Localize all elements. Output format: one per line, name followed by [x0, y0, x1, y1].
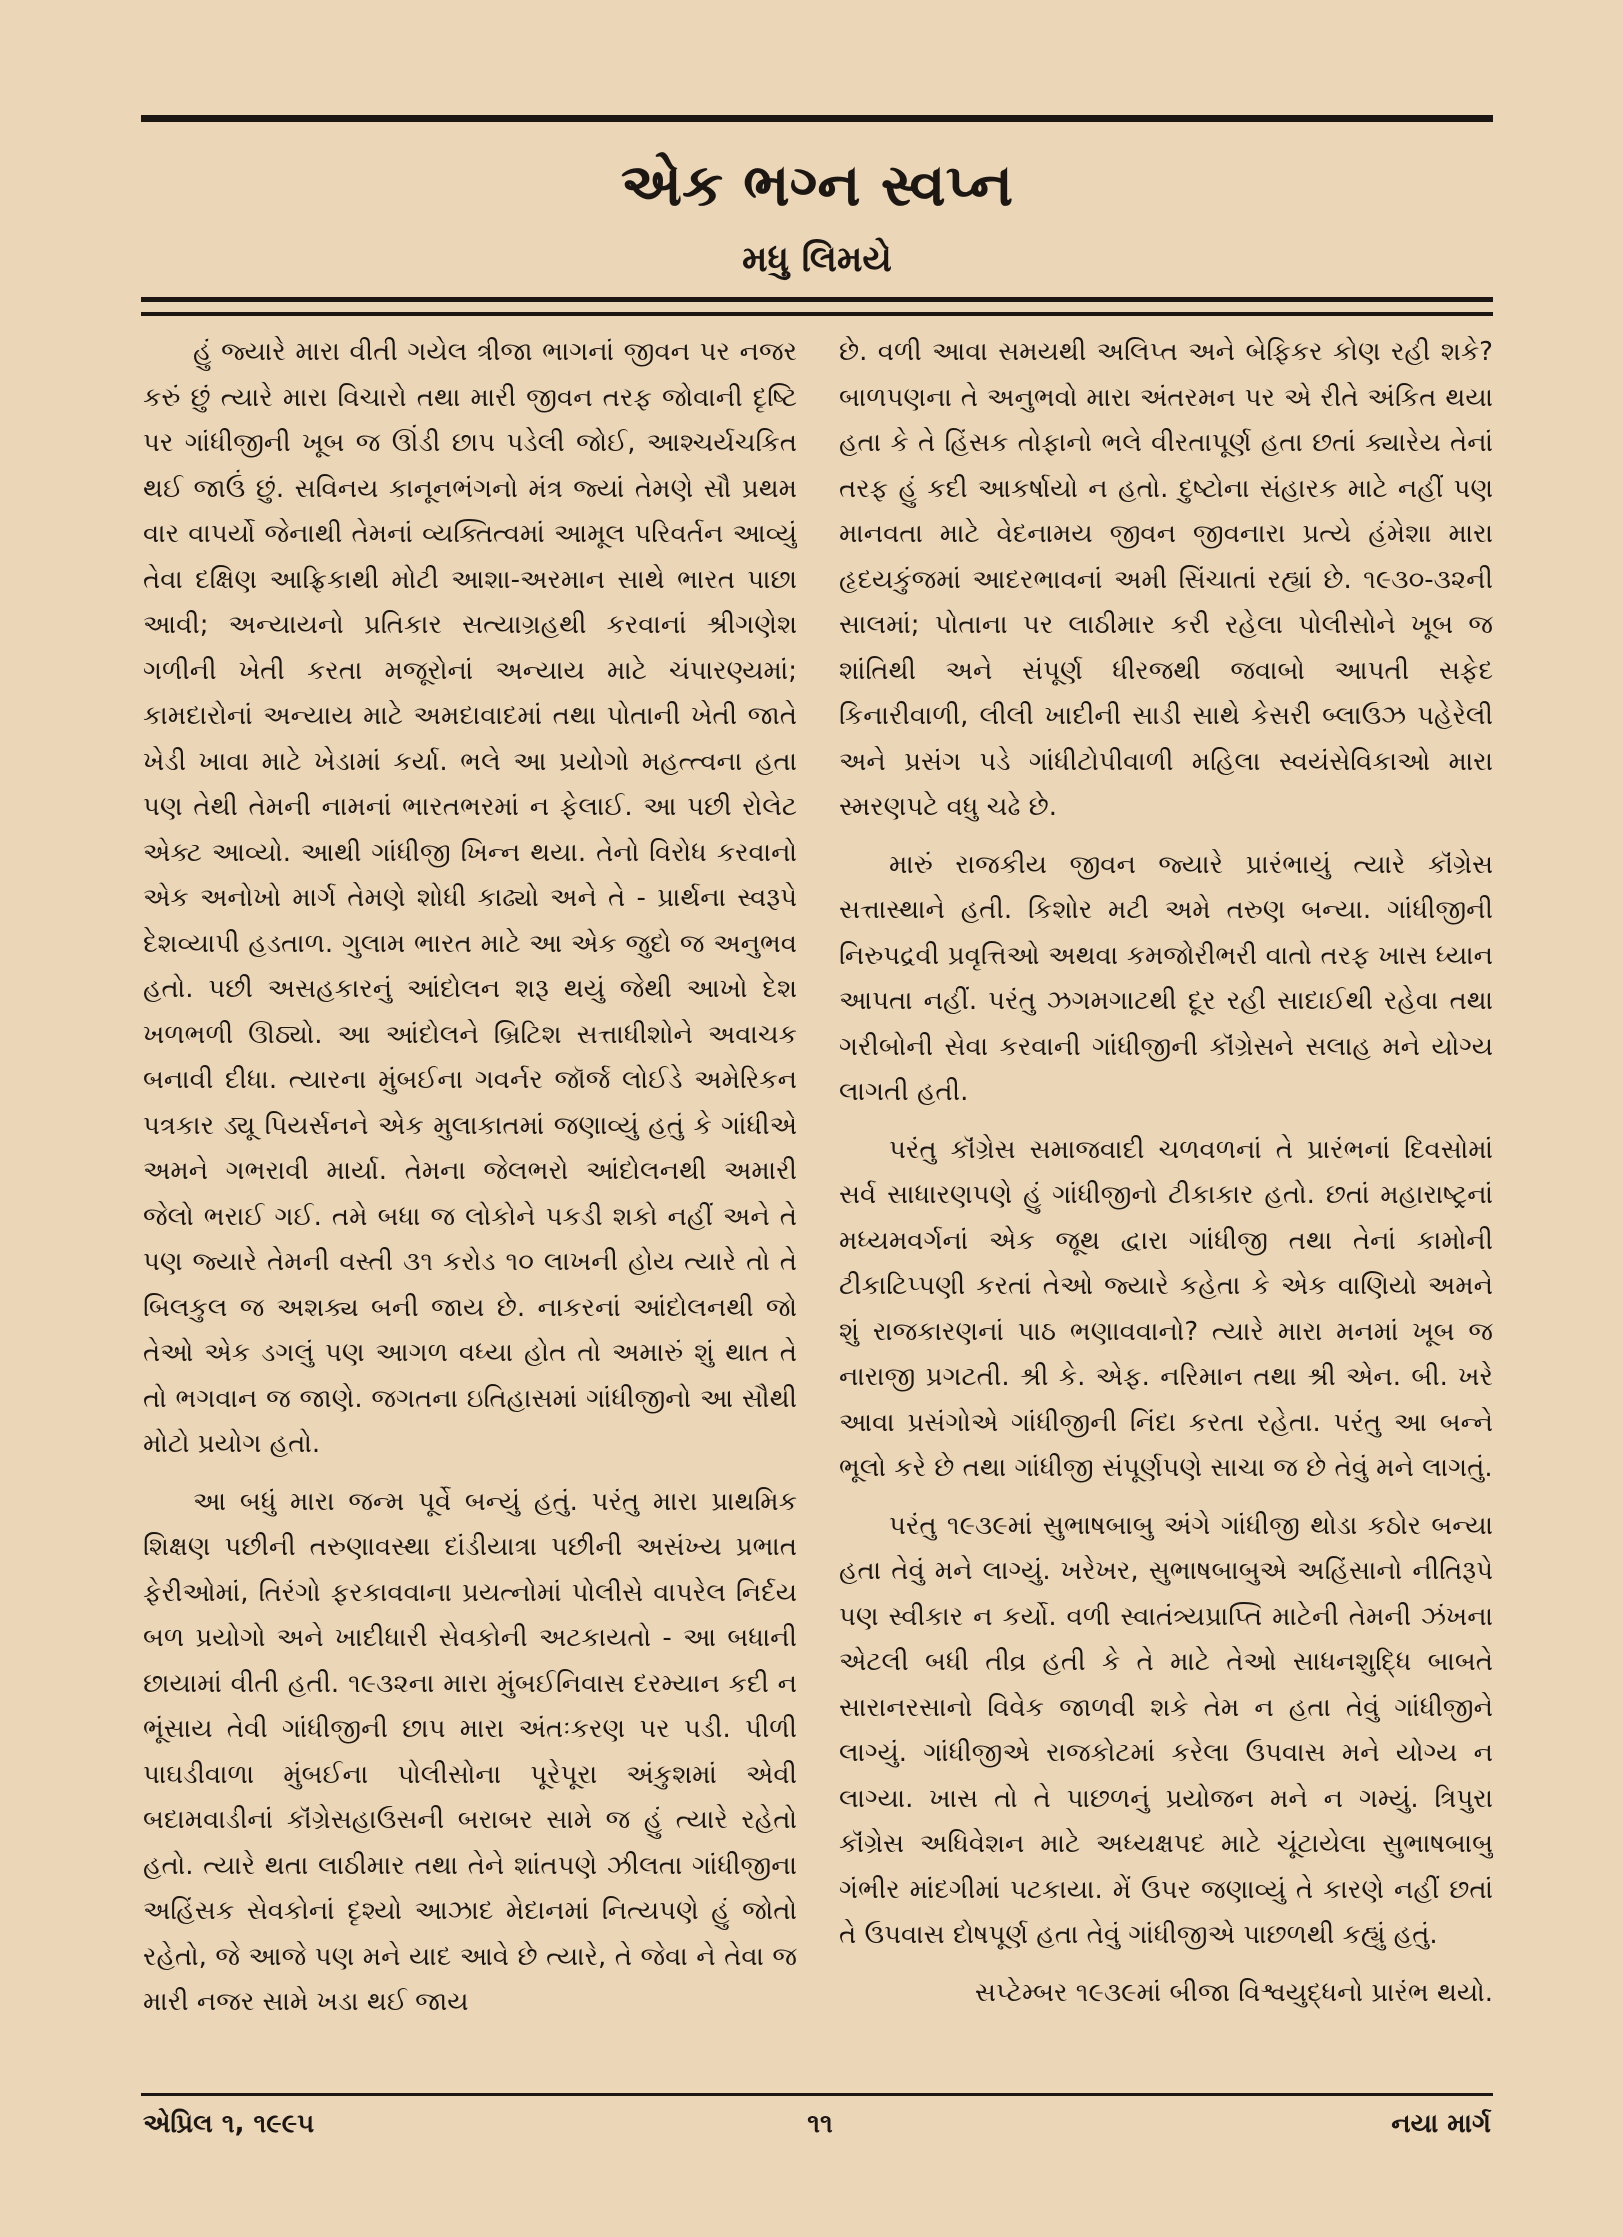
- left-column: [143, 330, 797, 2085]
- page-number: ૧૧: [807, 2109, 833, 2139]
- footer-rule: [141, 2093, 1493, 2096]
- paragraph: આ બધું મારા જન્મ પૂર્વે બન્યું હતું. પરંતુ મારા પ્રાથમિક શિક્ષણ પછીની તરુણાવસ્થા દાંડીયાત્રા પછીની અસંખ્ય પ્રભાત ફેરીઓમાં, તિરંગો ફરકાવવાના પ્રયત્નોમાં પોલીસે વાપરેલ નિર્દય બળ પ્રયોગો અને ખાદીધારી સેવકોની અટકાયતો - આ બધાની છાયામાં વીતી હતી. ૧૯૩૨ના મારા મુંબઈનિવાસ દરમ્યાન કદી ન ભૂંસાય તેવી ગાંધીજીની છાપ મારા અંતઃકરણ પર પડી. પીળી પાઘડીવાળા મુંબઈના પોલીસોના પૂરેપૂરા અંકુશમાં એવી બદામવાડીનાં કૉંગ્રેસહાઉસની બરાબર સામે જ હું ત્યારે રહેતો હતો. ત્યારે થતા લાઠીમાર તથા તેને શાંતપણે ઝીલતા ગાંધીજીના અહિંસક સેવકોનાં દૃશ્યો આઝાદ મેદાનમાં નિત્યપણે હું જોતો રહેતો, જે આજે પણ મને યાદ આવે છે ત્યારે, તે જેવા ને તેવા જ મારી નજર સામે ખડા થઈ જાય: [143, 1486, 797, 2017]
- paragraph: પરંતુ ૧૯૩૯માં સુભાષબાબુ અંગે ગાંધીજી થોડા કઠોર બન્યા હતા તેવું મને લાગ્યું. ખરેખર, સુભાષબાબુએ અહિંસાનો નીતિરૂપે પણ સ્વીકાર ન કર્યો. વળી સ્વાતંત્ર્યપ્રાપ્તિ માટેની તેમની ઝંખના એટલી બધી તીવ્ર હતી કે તે માટે તેઓ સાધનશુદ્ધિ બાબતે સારાનરસાનો વિવેક જાળવી શકે તેમ ન હતા તેવું ગાંધીજીને લાગ્યું. ગાંધીજીએ રાજકોટમાં કરેલા ઉપવાસ મને યોગ્ય ન લાગ્યા. ખાસ તો તે પાછળનું પ્રયોજન મને ન ગમ્યું. ત્રિપુરા કૉંગ્રેસ અધિવેશન માટે અધ્યક્ષપદ માટે ચૂંટાયેલા સુભાષબાબુ ગંભીર માંદગીમાં પટકાયા. મેં ઉપર જણાવ્યું તે કારણે નહીં છતાં તે ઉપવાસ દોષપૂર્ણ હતા તેવું ગાંધીજીએ પાછળથી કહ્યું હતું.: [839, 1510, 1493, 1950]
- footer-date: એપ્રિલ ૧, ૧૯૯૫: [143, 2109, 315, 2139]
- header-rule-upper: [141, 297, 1493, 302]
- paragraph: મારું રાજકીય જીવન જ્યારે પ્રારંભાયું ત્યારે કૉંગ્રેસ સત્તાસ્થાને હતી. કિશોર મટી અમે તરુણ બન્યા. ગાંધીજીની નિરુપદ્રવી પ્રવૃત્તિઓ અથવા કમજોરીભરી વાતો તરફ ખાસ ધ્યાન આપતા નહીં. પરંતુ ઝગમગાટથી દૂર રહી સાદાઈથી રહેવા તથા ગરીબોની સેવા કરવાની ગાંધીજીની કૉંગ્રેસને સલાહ મને યોગ્ય લાગતી હતી.: [839, 849, 1493, 1107]
- top-rule: [141, 115, 1493, 122]
- article-title: એક ભગ્ન સ્વપ્ન: [620, 151, 1014, 219]
- header-rule-lower: [141, 312, 1493, 316]
- paragraph: પરંતુ કૉંગ્રેસ સમાજવાદી ચળવળનાં તે પ્રારંભનાં દિવસોમાં સર્વ સાધારણપણે હું ગાંધીજીનો ટીકાકાર હતો. છતાં મહારાષ્ટ્રનાં મધ્યમવર્ગનાં એક જૂથ દ્વારા ગાંધીજી તથા તેનાં કામોની ટીકાટિપ્પણી કરતાં તેઓ જ્યારે કહેતા કે એક વાણિયો અમને શું રાજકારણનાં પાઠ ભણાવવાનો? ત્યારે મારા મનમાં ખૂબ જ નારાજી પ્રગટતી. શ્રી કે. એફ. નરિમાન તથા શ્રી એન. બી. ખરે આવા પ્રસંગોએ ગાંધીજીની નિંદા કરતા રહેતા. પરંતુ આ બન્ને ભૂલો કરે છે તથા ગાંધીજી સંપૂર્ણપણે સાચા જ છે તેવું મને લાગતું.: [839, 1134, 1493, 1483]
- magazine-name: નયા માર્ગ: [1391, 2109, 1491, 2139]
- right-column: [839, 330, 1493, 2085]
- paragraph: સપ્ટેમ્બર ૧૯૩૯માં બીજા વિશ્વયુદ્ધનો પ્રારંભ થયો.: [974, 1977, 1493, 2008]
- paragraph: હું જ્યારે મારા વીતી ગયેલ ત્રીજા ભાગનાં જીવન પર નજર કરું છું ત્યારે મારા વિચારો તથા મારી જીવન તરફ જોવાની દૃષ્ટિ પર ગાંધીજીની ખૂબ જ ઊંડી છાપ પડેલી જોઈ, આશ્ચર્યચકિત થઈ જાઉં છું. સવિનય કાનૂનભંગનો મંત્ર જ્યાં તેમણે સૌ પ્રથમ વાર વાપર્યો જેનાથી તેમનાં વ્યક્તિત્વમાં આમૂલ પરિવર્તન આવ્યું તેવા દક્ષિણ આફ્રિકાથી મોટી આશા-અરમાન સાથે ભારત પાછા આવી; અન્યાયનો પ્રતિકાર સત્યાગ્રહથી કરવાનાં શ્રીગણેશ ગળીની ખેતી કરતા મજૂરોનાં અન્યાય માટે ચંપારણ્યમાં; કામદારોનાં અન્યાય માટે અમદાવાદમાં તથા પોતાની ખેતી જાતે ખેડી ખાવા માટે ખેડામાં કર્યા. ભલે આ પ્રયોગો મહત્ત્વના હતા પણ તેથી તેમની નામનાં ભારતભરમાં ન ફેલાઈ. આ પછી રોલેટ એક્ટ આવ્યો. આથી ગાંધીજી ખિન્ન થયા. તેનો વિરોધ કરવાનો એક અનોખો માર્ગ તેમણે શોધી કાઢ્યો અને તે - પ્રાર્થના સ્વરૂપે દેશવ્યાપી હડતાળ. ગુલામ ભારત માટે આ એક જુદો જ અનુભવ હતો. પછી અસહકારનું આંદોલન શરૂ થયું જેથી આખો દેશ ખળભળી ઊઠ્યો. આ આંદોલને બ્રિટિશ સત્તાધીશોને અવાચક બનાવી દીધા. ત્યારના મુંબઈના ગવર્નર જૉર્જ લોઈડે અમેરિકન પત્રકાર ડ્યૂ પિયર્સનને એક મુલાકાતમાં જણાવ્યું હતું કે ગાંધીએ અમને ગભરાવી માર્યા. તેમના જેલભરો આંદોલનથી અમારી જેલો ભરાઈ ગઈ. તમે બધા જ લોકોને પકડી શકો નહીં અને તે પણ જ્યારે તેમની વસ્તી ૩૧ કરોડ ૧૦ લાખની હોય ત્યારે તો તે બિલકુલ જ અશક્ય બની જાય છે. નાકરનાં આંદોલનથી જો તેઓ એક ડગલું પણ આગળ વધ્યા હોત તો અમારું શું થાત તે તો ભગવાન જ જાણે. જગતના ઇતિહાસમાં ગાંધીજીનો આ સૌથી મોટો પ્રયોગ હતો.: [143, 337, 797, 1459]
- paragraph: છે. વળી આવા સમયથી અલિપ્ત અને બેફિકર કોણ રહી શકે? બાળપણના તે અનુભવો મારા અંતરમન પર એ રીતે અંકિત થયા હતા કે તે હિંસક તોફાનો ભલે વીરતાપૂર્ણ હતા છતાં ક્યારેય તેનાં તરફ હું કદી આકર્ષાયો ન હતો. દુષ્ટોના સંહારક માટે નહીં પણ માનવતા માટે વેદનામય જીવન જીવનારા પ્રત્યે હંમેશા મારા હૃદયકુંજમાં આદરભાવનાં અમી સિંચાતાં રહ્યાં છે. ૧૯૩૦-૩૨ની સાલમાં; પોતાના પર લાઠીમાર કરી રહેલા પોલીસોને ખૂબ જ શાંતિથી અને સંપૂર્ણ ધીરજથી જવાબો આપતી સફેદ કિનારીવાળી, લીલી ખાદીની સાડી સાથે કેસરી બ્લાઉઝ પહેરેલી અને પ્રસંગ પડે ગાંધીટોપીવાળી મહિલા સ્વયંસેવિકાઓ મારા સ્મરણપટે વધુ ચઢે છે.: [839, 337, 1493, 822]
- article-author: મધુ લિમયે: [742, 239, 892, 280]
